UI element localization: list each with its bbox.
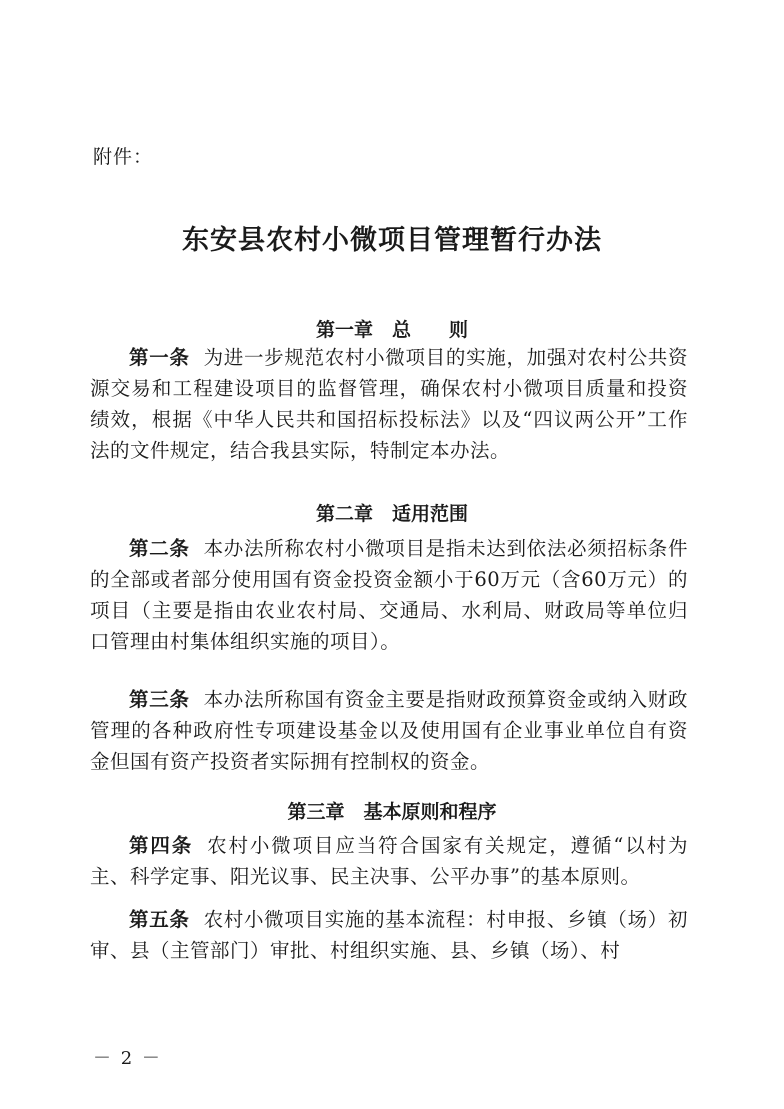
article-number: 第三条 xyxy=(129,688,190,711)
article-text: 本办法所称国有资金主要是指财政预算资金或纳入财政管理的各种政府性专项建设基金以及使用国有企业事业单位自有资金但国有资产投资者实际拥有控制权的资金。 xyxy=(90,688,688,773)
chapter-number: 第一章 xyxy=(315,319,373,341)
article-paragraph xyxy=(90,904,688,966)
document-title: 东安县农村小微项目管理暂行办法 xyxy=(182,225,602,256)
article-paragraph xyxy=(90,684,688,777)
chapter-number: 第二章 xyxy=(315,503,373,525)
chapter-heading xyxy=(0,315,784,342)
article-paragraph xyxy=(90,342,688,466)
attachment-label: 附件： xyxy=(93,146,154,168)
chapter-heading xyxy=(0,797,784,824)
article-text: 为进一步规范农村小微项目的实施，加强对农村公共资源交易和工程建设项目的监督管理，确保农村小微项目质量和投资绩效，根据《中华人民共和国招标投标法》以及“四议两公开”工作法的文件规定，结合我县实际，特制定本办法。 xyxy=(90,346,688,462)
chapter-heading xyxy=(0,499,784,526)
chapter-name: 总 则 xyxy=(392,319,469,341)
article-text: 本办法所称农村小微项目是指未达到依法必须招标条件的全部或者部分使用国有资金投资金额小于60万元（含60万元）的项目（主要是指由农业农村局、交通局、水利局、财政局等单位归口管理由村集体组织实施的项目）。 xyxy=(90,537,688,653)
article-text: 农村小微项目实施的基本流程：村申报、乡镇（场）初审、县（主管部门）审批、村组织实施、县、乡镇（场）、村 xyxy=(90,908,688,962)
article-paragraph xyxy=(90,830,688,892)
chapter-number: 第三章 xyxy=(287,801,345,823)
article-number: 第一条 xyxy=(129,346,190,369)
article-paragraph xyxy=(90,533,688,657)
page-number: － 2 － xyxy=(93,1048,162,1069)
article-number: 第五条 xyxy=(129,908,190,931)
article-text: 农村小微项目应当符合国家有关规定，遵循“以村为主、科学定事、阳光议事、民主决事、公平办事”的基本原则。 xyxy=(90,834,688,888)
chapter-name: 基本原则和程序 xyxy=(363,801,497,823)
article-number: 第四条 xyxy=(129,834,194,857)
chapter-name: 适用范围 xyxy=(392,503,469,525)
article-number: 第二条 xyxy=(129,537,190,560)
